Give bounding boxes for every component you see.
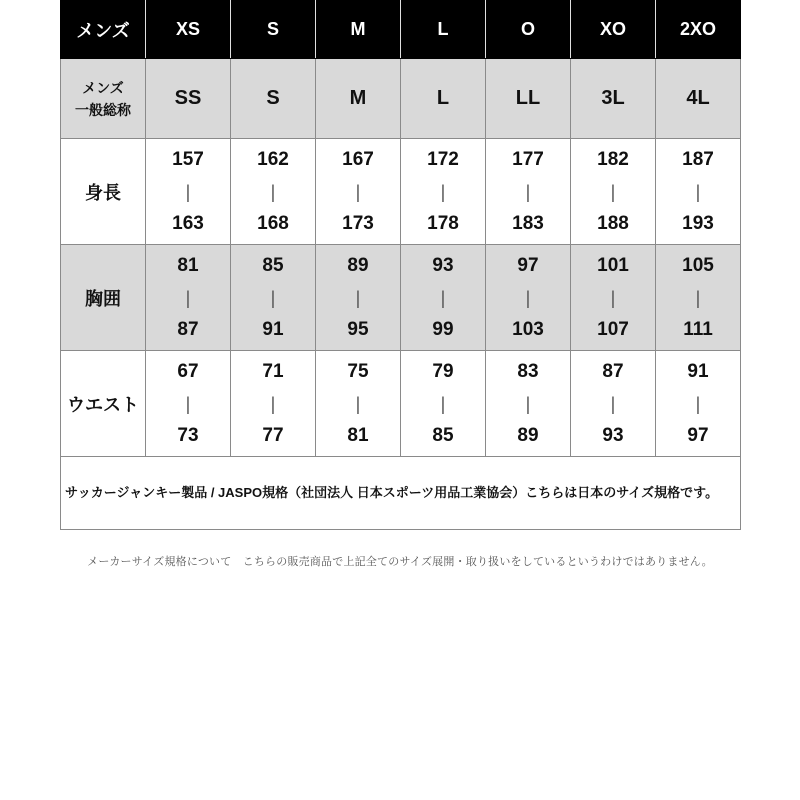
range-min: 172: [427, 148, 459, 170]
size-standard-note: サッカージャンキー製品 / JASPO規格（社団法人 日本スポーツ用品工業協会）こちらは日本のサイズ規格です。: [61, 457, 741, 530]
chest-cell: [571, 245, 656, 351]
chest-cell: [316, 245, 401, 351]
waist-cell: [656, 351, 741, 457]
range-separator: |: [270, 393, 276, 414]
general-name-label-line1: メンズ: [82, 79, 124, 96]
header-label: メンズ: [61, 1, 146, 59]
range-max: 178: [427, 212, 459, 234]
range-separator: |: [185, 181, 191, 202]
header-size-xs: XS: [146, 1, 231, 59]
height-row: [61, 139, 741, 245]
range-separator: |: [695, 181, 701, 202]
range-separator: |: [610, 393, 616, 414]
range-min: 91: [687, 360, 709, 382]
range-separator: |: [440, 287, 446, 308]
range-max: 173: [342, 212, 374, 234]
range-separator: |: [440, 393, 446, 414]
range-max: 107: [597, 318, 629, 340]
range-separator: |: [355, 393, 361, 414]
chest-cell: [146, 245, 231, 351]
range-max: 163: [172, 212, 204, 234]
general-name-cell: L: [401, 59, 486, 139]
range-max: 103: [512, 318, 544, 340]
range-separator: |: [270, 181, 276, 202]
range-max: 93: [602, 424, 624, 446]
range-min: 87: [602, 360, 624, 382]
waist-cell: [231, 351, 316, 457]
range-separator: |: [185, 287, 191, 308]
size-chart-table: [60, 0, 741, 530]
range-separator: |: [355, 181, 361, 202]
range-max: 183: [512, 212, 544, 234]
general-name-cell: M: [316, 59, 401, 139]
chest-row: [61, 245, 741, 351]
range-min: 167: [342, 148, 374, 170]
range-max: 73: [177, 424, 199, 446]
header-row: [61, 1, 741, 59]
range-max: 99: [432, 318, 454, 340]
range-min: 187: [682, 148, 714, 170]
general-name-cell: SS: [146, 59, 231, 139]
range-separator: |: [695, 287, 701, 308]
range-min: 83: [517, 360, 539, 382]
general-name-cell: S: [231, 59, 316, 139]
range-max: 89: [517, 424, 539, 446]
chest-cell: [231, 245, 316, 351]
general-name-row: [61, 59, 741, 139]
header-size-l: L: [401, 1, 486, 59]
range-min: 97: [517, 254, 539, 276]
chest-label: 胸囲: [61, 245, 146, 351]
range-separator: |: [610, 181, 616, 202]
range-min: 79: [432, 360, 454, 382]
range-max: 111: [683, 318, 713, 340]
range-min: 101: [597, 254, 629, 276]
range-max: 87: [177, 318, 199, 340]
range-max: 95: [347, 318, 369, 340]
waist-cell: [146, 351, 231, 457]
range-min: 93: [432, 254, 454, 276]
range-min: 67: [177, 360, 199, 382]
range-max: 168: [257, 212, 289, 234]
header-size-m: M: [316, 1, 401, 59]
range-min: 89: [347, 254, 369, 276]
range-min: 177: [512, 148, 544, 170]
range-min: 162: [257, 148, 289, 170]
general-name-cell: LL: [486, 59, 571, 139]
range-separator: |: [355, 287, 361, 308]
range-separator: |: [525, 181, 531, 202]
height-cell: [656, 139, 741, 245]
waist-label: ウエスト: [61, 351, 146, 457]
maker-size-disclaimer: メーカーサイズ規格について こちらの販売商品で上記全てのサイズ展開・取り扱いをしているというわけではありません。: [87, 556, 713, 568]
range-min: 81: [177, 254, 199, 276]
header-size-s: S: [231, 1, 316, 59]
chest-cell: [656, 245, 741, 351]
height-cell: [316, 139, 401, 245]
height-label: 身長: [61, 139, 146, 245]
waist-cell: [316, 351, 401, 457]
range-separator: |: [440, 181, 446, 202]
range-max: 85: [432, 424, 454, 446]
header-size-2xo: 2XO: [656, 1, 741, 59]
range-max: 81: [347, 424, 369, 446]
range-max: 77: [262, 424, 284, 446]
header-size-o: O: [486, 1, 571, 59]
range-separator: |: [695, 393, 701, 414]
range-separator: |: [525, 287, 531, 308]
range-max: 193: [682, 212, 714, 234]
height-cell: [146, 139, 231, 245]
chest-cell: [401, 245, 486, 351]
height-cell: [571, 139, 656, 245]
height-cell: [486, 139, 571, 245]
general-name-cell: 4L: [656, 59, 741, 139]
range-min: 105: [682, 254, 714, 276]
range-separator: |: [525, 393, 531, 414]
range-separator: |: [270, 287, 276, 308]
general-name-label-line2: 一般総称: [75, 101, 131, 118]
header-size-xo: XO: [571, 1, 656, 59]
waist-cell: [486, 351, 571, 457]
note-row: [61, 457, 741, 530]
waist-cell: [571, 351, 656, 457]
height-cell: [231, 139, 316, 245]
range-max: 97: [687, 424, 709, 446]
range-separator: |: [185, 393, 191, 414]
range-min: 75: [347, 360, 369, 382]
range-separator: |: [610, 287, 616, 308]
range-max: 188: [597, 212, 629, 234]
range-max: 91: [262, 318, 284, 340]
general-name-label: [61, 59, 146, 139]
chest-cell: [486, 245, 571, 351]
range-min: 71: [262, 360, 284, 382]
general-name-cell: 3L: [571, 59, 656, 139]
waist-row: [61, 351, 741, 457]
height-cell: [401, 139, 486, 245]
waist-cell: [401, 351, 486, 457]
range-min: 157: [172, 148, 204, 170]
range-min: 182: [597, 148, 629, 170]
range-min: 85: [262, 254, 284, 276]
